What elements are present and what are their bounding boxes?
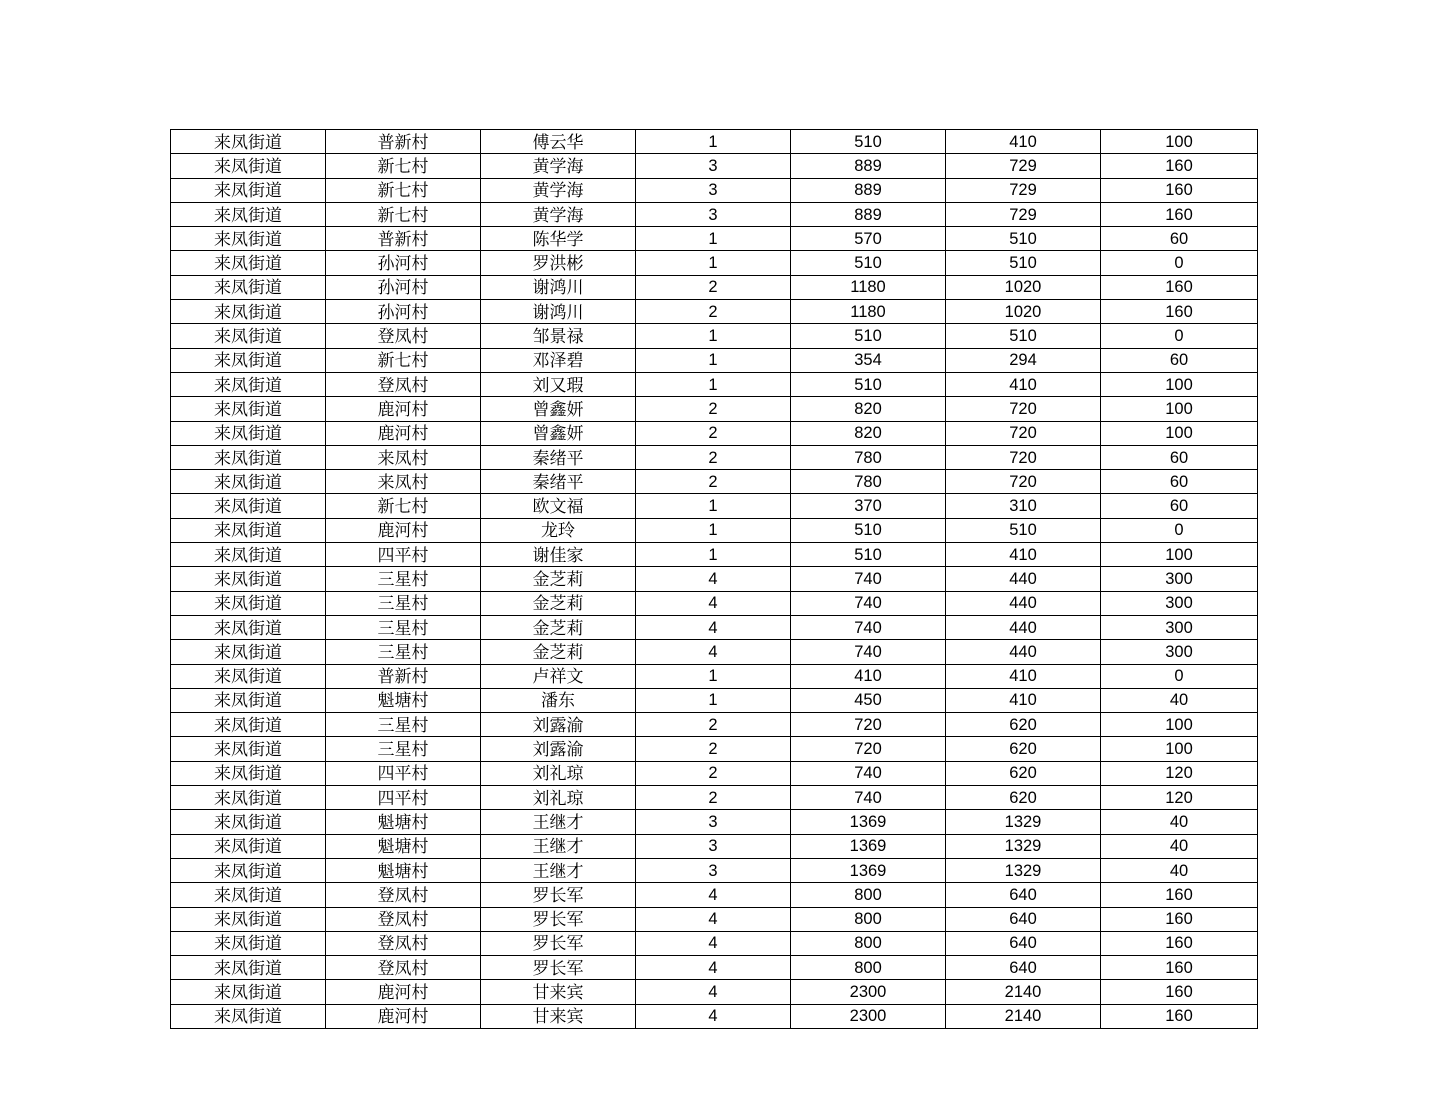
amount-a-cell: 410 xyxy=(946,543,1101,567)
amount-b-cell: 0 xyxy=(1101,664,1258,688)
household-size-cell: 1 xyxy=(636,664,791,688)
total-amount-cell: 800 xyxy=(791,931,946,955)
name-cell: 邓泽碧 xyxy=(481,348,636,372)
table-row xyxy=(171,130,1258,154)
table-row xyxy=(171,615,1258,639)
village-cell: 孙河村 xyxy=(326,251,481,275)
amount-a-cell: 2140 xyxy=(946,980,1101,1004)
data-table xyxy=(170,129,1258,1029)
table-row xyxy=(171,761,1258,785)
table-row xyxy=(171,178,1258,202)
table-row xyxy=(171,786,1258,810)
household-size-cell: 2 xyxy=(636,786,791,810)
table-row xyxy=(171,567,1258,591)
total-amount-cell: 780 xyxy=(791,445,946,469)
table-row xyxy=(171,810,1258,834)
name-cell: 欧文福 xyxy=(481,494,636,518)
amount-a-cell: 1329 xyxy=(946,858,1101,882)
village-cell: 魁塘村 xyxy=(326,810,481,834)
table-row xyxy=(171,1004,1258,1028)
village-cell: 三星村 xyxy=(326,615,481,639)
household-size-cell: 1 xyxy=(636,518,791,542)
amount-a-cell: 729 xyxy=(946,202,1101,226)
table-row xyxy=(171,883,1258,907)
amount-b-cell: 120 xyxy=(1101,786,1258,810)
amount-b-cell: 40 xyxy=(1101,688,1258,712)
household-size-cell: 4 xyxy=(636,640,791,664)
amount-b-cell: 40 xyxy=(1101,834,1258,858)
total-amount-cell: 510 xyxy=(791,324,946,348)
street-cell: 来凤街道 xyxy=(171,737,326,761)
household-size-cell: 3 xyxy=(636,858,791,882)
village-cell: 鹿河村 xyxy=(326,1004,481,1028)
name-cell: 罗长军 xyxy=(481,883,636,907)
amount-a-cell: 510 xyxy=(946,227,1101,251)
street-cell: 来凤街道 xyxy=(171,931,326,955)
amount-a-cell: 640 xyxy=(946,956,1101,980)
name-cell: 刘礼琼 xyxy=(481,786,636,810)
amount-a-cell: 294 xyxy=(946,348,1101,372)
amount-a-cell: 729 xyxy=(946,178,1101,202)
street-cell: 来凤街道 xyxy=(171,664,326,688)
household-size-cell: 3 xyxy=(636,202,791,226)
village-cell: 新七村 xyxy=(326,202,481,226)
village-cell: 登凤村 xyxy=(326,372,481,396)
total-amount-cell: 510 xyxy=(791,543,946,567)
name-cell: 曾鑫妍 xyxy=(481,421,636,445)
household-size-cell: 1 xyxy=(636,227,791,251)
village-cell: 新七村 xyxy=(326,348,481,372)
amount-b-cell: 100 xyxy=(1101,130,1258,154)
name-cell: 龙玲 xyxy=(481,518,636,542)
amount-b-cell: 60 xyxy=(1101,445,1258,469)
table-row xyxy=(171,858,1258,882)
amount-a-cell: 410 xyxy=(946,664,1101,688)
table-row xyxy=(171,834,1258,858)
total-amount-cell: 510 xyxy=(791,518,946,542)
village-cell: 登凤村 xyxy=(326,931,481,955)
amount-b-cell: 0 xyxy=(1101,251,1258,275)
table-row xyxy=(171,470,1258,494)
village-cell: 鹿河村 xyxy=(326,421,481,445)
amount-b-cell: 120 xyxy=(1101,761,1258,785)
table-row xyxy=(171,518,1258,542)
village-cell: 三星村 xyxy=(326,737,481,761)
amount-a-cell: 510 xyxy=(946,324,1101,348)
name-cell: 甘来宾 xyxy=(481,980,636,1004)
village-cell: 普新村 xyxy=(326,130,481,154)
total-amount-cell: 720 xyxy=(791,737,946,761)
household-size-cell: 3 xyxy=(636,810,791,834)
amount-b-cell: 160 xyxy=(1101,956,1258,980)
village-cell: 普新村 xyxy=(326,227,481,251)
amount-b-cell: 160 xyxy=(1101,980,1258,1004)
amount-b-cell: 160 xyxy=(1101,300,1258,324)
amount-b-cell: 100 xyxy=(1101,397,1258,421)
total-amount-cell: 1369 xyxy=(791,858,946,882)
household-size-cell: 2 xyxy=(636,275,791,299)
street-cell: 来凤街道 xyxy=(171,640,326,664)
street-cell: 来凤街道 xyxy=(171,956,326,980)
total-amount-cell: 720 xyxy=(791,713,946,737)
street-cell: 来凤街道 xyxy=(171,761,326,785)
household-size-cell: 4 xyxy=(636,591,791,615)
total-amount-cell: 570 xyxy=(791,227,946,251)
name-cell: 王继才 xyxy=(481,858,636,882)
household-size-cell: 1 xyxy=(636,543,791,567)
household-size-cell: 4 xyxy=(636,615,791,639)
amount-a-cell: 1020 xyxy=(946,300,1101,324)
household-size-cell: 1 xyxy=(636,494,791,518)
village-cell: 四平村 xyxy=(326,786,481,810)
amount-b-cell: 60 xyxy=(1101,348,1258,372)
amount-a-cell: 620 xyxy=(946,713,1101,737)
household-size-cell: 2 xyxy=(636,397,791,421)
amount-b-cell: 0 xyxy=(1101,518,1258,542)
total-amount-cell: 820 xyxy=(791,397,946,421)
amount-b-cell: 160 xyxy=(1101,931,1258,955)
amount-b-cell: 60 xyxy=(1101,494,1258,518)
household-size-cell: 2 xyxy=(636,300,791,324)
household-size-cell: 4 xyxy=(636,980,791,1004)
street-cell: 来凤街道 xyxy=(171,980,326,1004)
household-size-cell: 1 xyxy=(636,348,791,372)
name-cell: 罗洪彬 xyxy=(481,251,636,275)
name-cell: 傅云华 xyxy=(481,130,636,154)
amount-b-cell: 100 xyxy=(1101,372,1258,396)
amount-b-cell: 40 xyxy=(1101,858,1258,882)
village-cell: 魁塘村 xyxy=(326,858,481,882)
amount-b-cell: 300 xyxy=(1101,640,1258,664)
table-row xyxy=(171,664,1258,688)
total-amount-cell: 1369 xyxy=(791,810,946,834)
table-row xyxy=(171,640,1258,664)
table-row xyxy=(171,275,1258,299)
table-row xyxy=(171,543,1258,567)
name-cell: 罗长军 xyxy=(481,931,636,955)
total-amount-cell: 2300 xyxy=(791,1004,946,1028)
street-cell: 来凤街道 xyxy=(171,372,326,396)
total-amount-cell: 354 xyxy=(791,348,946,372)
amount-b-cell: 0 xyxy=(1101,324,1258,348)
amount-b-cell: 100 xyxy=(1101,737,1258,761)
amount-b-cell: 160 xyxy=(1101,275,1258,299)
street-cell: 来凤街道 xyxy=(171,154,326,178)
village-cell: 登凤村 xyxy=(326,907,481,931)
street-cell: 来凤街道 xyxy=(171,907,326,931)
village-cell: 登凤村 xyxy=(326,883,481,907)
amount-b-cell: 60 xyxy=(1101,470,1258,494)
table-body xyxy=(171,130,1258,1029)
household-size-cell: 3 xyxy=(636,178,791,202)
amount-b-cell: 300 xyxy=(1101,591,1258,615)
amount-a-cell: 720 xyxy=(946,470,1101,494)
household-size-cell: 2 xyxy=(636,445,791,469)
amount-a-cell: 720 xyxy=(946,445,1101,469)
table-row xyxy=(171,324,1258,348)
amount-b-cell: 300 xyxy=(1101,567,1258,591)
amount-a-cell: 640 xyxy=(946,883,1101,907)
total-amount-cell: 889 xyxy=(791,178,946,202)
street-cell: 来凤街道 xyxy=(171,178,326,202)
amount-a-cell: 440 xyxy=(946,591,1101,615)
household-size-cell: 4 xyxy=(636,1004,791,1028)
street-cell: 来凤街道 xyxy=(171,567,326,591)
village-cell: 鹿河村 xyxy=(326,518,481,542)
amount-b-cell: 160 xyxy=(1101,883,1258,907)
name-cell: 黄学海 xyxy=(481,154,636,178)
name-cell: 王继才 xyxy=(481,834,636,858)
village-cell: 鹿河村 xyxy=(326,397,481,421)
street-cell: 来凤街道 xyxy=(171,348,326,372)
total-amount-cell: 740 xyxy=(791,567,946,591)
total-amount-cell: 370 xyxy=(791,494,946,518)
name-cell: 罗长军 xyxy=(481,956,636,980)
street-cell: 来凤街道 xyxy=(171,324,326,348)
total-amount-cell: 510 xyxy=(791,251,946,275)
name-cell: 刘礼琼 xyxy=(481,761,636,785)
total-amount-cell: 740 xyxy=(791,786,946,810)
table-row xyxy=(171,251,1258,275)
total-amount-cell: 800 xyxy=(791,907,946,931)
amount-b-cell: 300 xyxy=(1101,615,1258,639)
amount-b-cell: 160 xyxy=(1101,154,1258,178)
total-amount-cell: 2300 xyxy=(791,980,946,1004)
name-cell: 刘又瑕 xyxy=(481,372,636,396)
table-row xyxy=(171,154,1258,178)
street-cell: 来凤街道 xyxy=(171,713,326,737)
table-row xyxy=(171,227,1258,251)
street-cell: 来凤街道 xyxy=(171,275,326,299)
name-cell: 陈华学 xyxy=(481,227,636,251)
table-row xyxy=(171,445,1258,469)
household-size-cell: 2 xyxy=(636,713,791,737)
household-size-cell: 4 xyxy=(636,883,791,907)
table-row xyxy=(171,348,1258,372)
amount-a-cell: 720 xyxy=(946,397,1101,421)
amount-b-cell: 160 xyxy=(1101,202,1258,226)
village-cell: 三星村 xyxy=(326,713,481,737)
amount-a-cell: 1329 xyxy=(946,834,1101,858)
name-cell: 刘露渝 xyxy=(481,737,636,761)
amount-a-cell: 440 xyxy=(946,640,1101,664)
street-cell: 来凤街道 xyxy=(171,202,326,226)
total-amount-cell: 410 xyxy=(791,664,946,688)
amount-a-cell: 440 xyxy=(946,615,1101,639)
village-cell: 新七村 xyxy=(326,154,481,178)
village-cell: 来凤村 xyxy=(326,470,481,494)
street-cell: 来凤街道 xyxy=(171,834,326,858)
village-cell: 魁塘村 xyxy=(326,688,481,712)
total-amount-cell: 740 xyxy=(791,615,946,639)
village-cell: 三星村 xyxy=(326,640,481,664)
name-cell: 黄学海 xyxy=(481,202,636,226)
village-cell: 来凤村 xyxy=(326,445,481,469)
total-amount-cell: 740 xyxy=(791,761,946,785)
village-cell: 孙河村 xyxy=(326,275,481,299)
table-row xyxy=(171,956,1258,980)
household-size-cell: 3 xyxy=(636,834,791,858)
table-row xyxy=(171,737,1258,761)
street-cell: 来凤街道 xyxy=(171,591,326,615)
street-cell: 来凤街道 xyxy=(171,227,326,251)
amount-a-cell: 620 xyxy=(946,761,1101,785)
street-cell: 来凤街道 xyxy=(171,543,326,567)
household-size-cell: 1 xyxy=(636,130,791,154)
amount-a-cell: 729 xyxy=(946,154,1101,178)
name-cell: 金芝莉 xyxy=(481,567,636,591)
amount-a-cell: 410 xyxy=(946,130,1101,154)
household-size-cell: 2 xyxy=(636,737,791,761)
amount-a-cell: 410 xyxy=(946,372,1101,396)
street-cell: 来凤街道 xyxy=(171,494,326,518)
amount-b-cell: 160 xyxy=(1101,178,1258,202)
village-cell: 登凤村 xyxy=(326,956,481,980)
table-row xyxy=(171,300,1258,324)
name-cell: 黄学海 xyxy=(481,178,636,202)
total-amount-cell: 740 xyxy=(791,640,946,664)
household-size-cell: 4 xyxy=(636,567,791,591)
village-cell: 登凤村 xyxy=(326,324,481,348)
household-size-cell: 1 xyxy=(636,251,791,275)
village-cell: 四平村 xyxy=(326,543,481,567)
village-cell: 四平村 xyxy=(326,761,481,785)
household-size-cell: 1 xyxy=(636,372,791,396)
village-cell: 新七村 xyxy=(326,494,481,518)
street-cell: 来凤街道 xyxy=(171,421,326,445)
village-cell: 三星村 xyxy=(326,567,481,591)
table-row xyxy=(171,931,1258,955)
amount-a-cell: 620 xyxy=(946,737,1101,761)
household-size-cell: 1 xyxy=(636,324,791,348)
amount-a-cell: 440 xyxy=(946,567,1101,591)
name-cell: 曾鑫妍 xyxy=(481,397,636,421)
total-amount-cell: 1369 xyxy=(791,834,946,858)
name-cell: 甘来宾 xyxy=(481,1004,636,1028)
total-amount-cell: 740 xyxy=(791,591,946,615)
amount-a-cell: 720 xyxy=(946,421,1101,445)
street-cell: 来凤街道 xyxy=(171,518,326,542)
total-amount-cell: 450 xyxy=(791,688,946,712)
village-cell: 魁塘村 xyxy=(326,834,481,858)
total-amount-cell: 889 xyxy=(791,202,946,226)
street-cell: 来凤街道 xyxy=(171,810,326,834)
amount-a-cell: 1329 xyxy=(946,810,1101,834)
table-row xyxy=(171,421,1258,445)
household-size-cell: 2 xyxy=(636,761,791,785)
street-cell: 来凤街道 xyxy=(171,883,326,907)
name-cell: 王继才 xyxy=(481,810,636,834)
village-cell: 三星村 xyxy=(326,591,481,615)
name-cell: 金芝莉 xyxy=(481,615,636,639)
household-size-cell: 3 xyxy=(636,154,791,178)
table-row xyxy=(171,397,1258,421)
amount-a-cell: 640 xyxy=(946,907,1101,931)
total-amount-cell: 1180 xyxy=(791,300,946,324)
household-size-cell: 4 xyxy=(636,956,791,980)
street-cell: 来凤街道 xyxy=(171,688,326,712)
amount-b-cell: 40 xyxy=(1101,810,1258,834)
total-amount-cell: 820 xyxy=(791,421,946,445)
table-row xyxy=(171,713,1258,737)
street-cell: 来凤街道 xyxy=(171,397,326,421)
table-row xyxy=(171,980,1258,1004)
name-cell: 秦绪平 xyxy=(481,470,636,494)
amount-b-cell: 100 xyxy=(1101,421,1258,445)
table-row xyxy=(171,907,1258,931)
household-size-cell: 1 xyxy=(636,688,791,712)
village-cell: 孙河村 xyxy=(326,300,481,324)
name-cell: 邹景禄 xyxy=(481,324,636,348)
amount-a-cell: 2140 xyxy=(946,1004,1101,1028)
street-cell: 来凤街道 xyxy=(171,130,326,154)
amount-a-cell: 410 xyxy=(946,688,1101,712)
name-cell: 谢鸿川 xyxy=(481,300,636,324)
village-cell: 鹿河村 xyxy=(326,980,481,1004)
name-cell: 金芝莉 xyxy=(481,591,636,615)
total-amount-cell: 800 xyxy=(791,956,946,980)
street-cell: 来凤街道 xyxy=(171,858,326,882)
name-cell: 刘露渝 xyxy=(481,713,636,737)
amount-a-cell: 640 xyxy=(946,931,1101,955)
amount-a-cell: 620 xyxy=(946,786,1101,810)
amount-b-cell: 100 xyxy=(1101,713,1258,737)
street-cell: 来凤街道 xyxy=(171,251,326,275)
total-amount-cell: 889 xyxy=(791,154,946,178)
street-cell: 来凤街道 xyxy=(171,470,326,494)
street-cell: 来凤街道 xyxy=(171,615,326,639)
total-amount-cell: 800 xyxy=(791,883,946,907)
table-row xyxy=(171,202,1258,226)
village-cell: 新七村 xyxy=(326,178,481,202)
total-amount-cell: 1180 xyxy=(791,275,946,299)
household-size-cell: 4 xyxy=(636,907,791,931)
amount-a-cell: 510 xyxy=(946,518,1101,542)
amount-b-cell: 60 xyxy=(1101,227,1258,251)
table-row xyxy=(171,688,1258,712)
name-cell: 秦绪平 xyxy=(481,445,636,469)
street-cell: 来凤街道 xyxy=(171,786,326,810)
total-amount-cell: 510 xyxy=(791,130,946,154)
household-size-cell: 2 xyxy=(636,470,791,494)
total-amount-cell: 780 xyxy=(791,470,946,494)
household-size-cell: 2 xyxy=(636,421,791,445)
name-cell: 谢鸿川 xyxy=(481,275,636,299)
total-amount-cell: 510 xyxy=(791,372,946,396)
village-cell: 普新村 xyxy=(326,664,481,688)
name-cell: 潘东 xyxy=(481,688,636,712)
amount-b-cell: 100 xyxy=(1101,543,1258,567)
table-row xyxy=(171,591,1258,615)
amount-a-cell: 310 xyxy=(946,494,1101,518)
amount-b-cell: 160 xyxy=(1101,907,1258,931)
street-cell: 来凤街道 xyxy=(171,300,326,324)
household-size-cell: 4 xyxy=(636,931,791,955)
name-cell: 谢佳家 xyxy=(481,543,636,567)
name-cell: 卢祥文 xyxy=(481,664,636,688)
amount-a-cell: 510 xyxy=(946,251,1101,275)
name-cell: 金芝莉 xyxy=(481,640,636,664)
street-cell: 来凤街道 xyxy=(171,445,326,469)
amount-b-cell: 160 xyxy=(1101,1004,1258,1028)
table-row xyxy=(171,372,1258,396)
name-cell: 罗长军 xyxy=(481,907,636,931)
amount-a-cell: 1020 xyxy=(946,275,1101,299)
table-row xyxy=(171,494,1258,518)
street-cell: 来凤街道 xyxy=(171,1004,326,1028)
